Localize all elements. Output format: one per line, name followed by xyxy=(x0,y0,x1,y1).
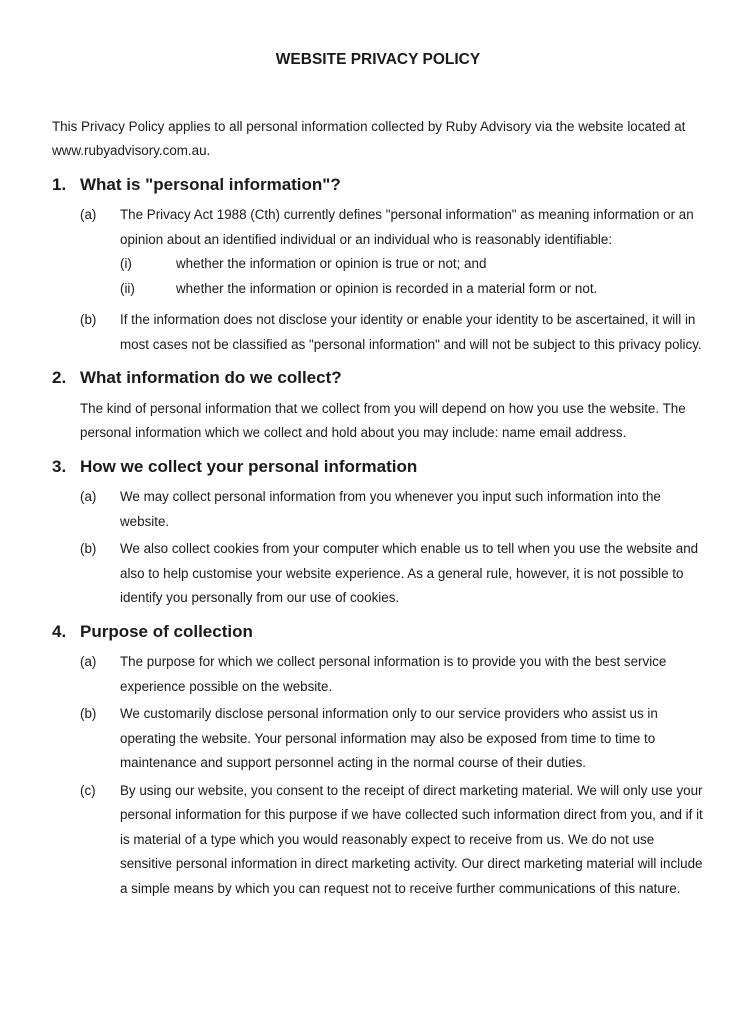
item-label: (a) xyxy=(80,489,97,504)
list-item xyxy=(80,203,704,305)
section-title: Purpose of collection xyxy=(80,621,253,641)
section-number: 3. xyxy=(52,456,67,476)
item-text: We also collect cookies from your computer which enable us to tell when you use the website and also to help customise your website experience. As a general rule, however, it is not possible to identify you personally from our use of cookies. xyxy=(120,541,699,605)
list-item xyxy=(80,702,704,776)
section-how-we-collect xyxy=(52,455,704,611)
item-label: (a) xyxy=(80,654,97,669)
sub-item-label: (ii) xyxy=(120,280,135,296)
list-item xyxy=(80,779,704,902)
section-number: 2. xyxy=(52,368,67,387)
list-item xyxy=(80,650,704,699)
section-heading xyxy=(52,173,704,198)
item-label: (a) xyxy=(80,207,97,222)
item-text: We may collect personal information from you whenever you input such information into the website. xyxy=(120,489,661,529)
item-text: The purpose for which we collect personal information is to provide you with the best service experience possible on the website. xyxy=(120,654,667,694)
section-number: 4. xyxy=(52,621,67,641)
sub-item xyxy=(120,277,704,302)
list-item xyxy=(80,308,704,357)
item-text: By using our website, you consent to the receipt of direct marketing material. We will only use your personal information for this purpose if we have collected such information direct from you, and if it is material of a type which you would reasonably expect to receive from us. We do not use sensitive personal information in direct marketing activity. Our direct marketing material will include a simple means by which you can request not to receive further communications of this nature. xyxy=(120,782,703,896)
section-heading xyxy=(52,620,704,645)
sub-item xyxy=(120,252,704,277)
item-label: (b) xyxy=(80,706,97,721)
section-purpose-of-collection xyxy=(52,620,704,902)
section-information-collected xyxy=(52,366,704,446)
section-title: What information do we collect? xyxy=(80,368,342,387)
section-title: What is "personal information"? xyxy=(80,174,341,194)
intro-paragraph: This Privacy Policy applies to all personal information collected by Ruby Advisory via the website located at www.rubyadvisory.com.au. xyxy=(52,118,686,158)
section-number: 1. xyxy=(52,174,67,194)
list-item xyxy=(80,537,704,611)
section-personal-information xyxy=(52,173,704,358)
sub-item-text: whether the information or opinion is true or not; and xyxy=(176,256,487,271)
item-label: (c) xyxy=(80,782,96,798)
item-body xyxy=(120,203,704,305)
item-text: We customarily disclose personal information only to our service providers who assist us in operating the website. Your personal information may also be exposed from time to time to maintenance and support personnel acting in the normal course of their duties. xyxy=(120,706,658,770)
item-label: (b) xyxy=(80,312,97,327)
section-heading xyxy=(52,366,704,391)
list-item xyxy=(80,485,704,534)
section-heading xyxy=(52,455,704,480)
sub-item-label: (i) xyxy=(120,256,132,271)
item-text: The Privacy Act 1988 (Cth) currently defines "personal information" as meaning information or an opinion about an identified individual or an individual who is reasonably identifiable: xyxy=(120,207,694,247)
section-title: How we collect your personal information xyxy=(80,456,418,476)
section-paragraph: The kind of personal information that we collect from you will depend on how you use the website. The personal information which we collect and hold about you may include: name email address. xyxy=(80,400,686,440)
document-title: WEBSITE PRIVACY POLICY xyxy=(275,51,481,68)
sub-item-text: whether the information or opinion is recorded in a material form or not. xyxy=(176,280,598,296)
item-label: (b) xyxy=(80,541,97,556)
item-text: If the information does not disclose your identity or enable your identity to be ascertained, it will in most cases not be classified as "personal information" and will not be subject to this privacy policy. xyxy=(120,312,702,352)
sub-list xyxy=(120,252,704,301)
